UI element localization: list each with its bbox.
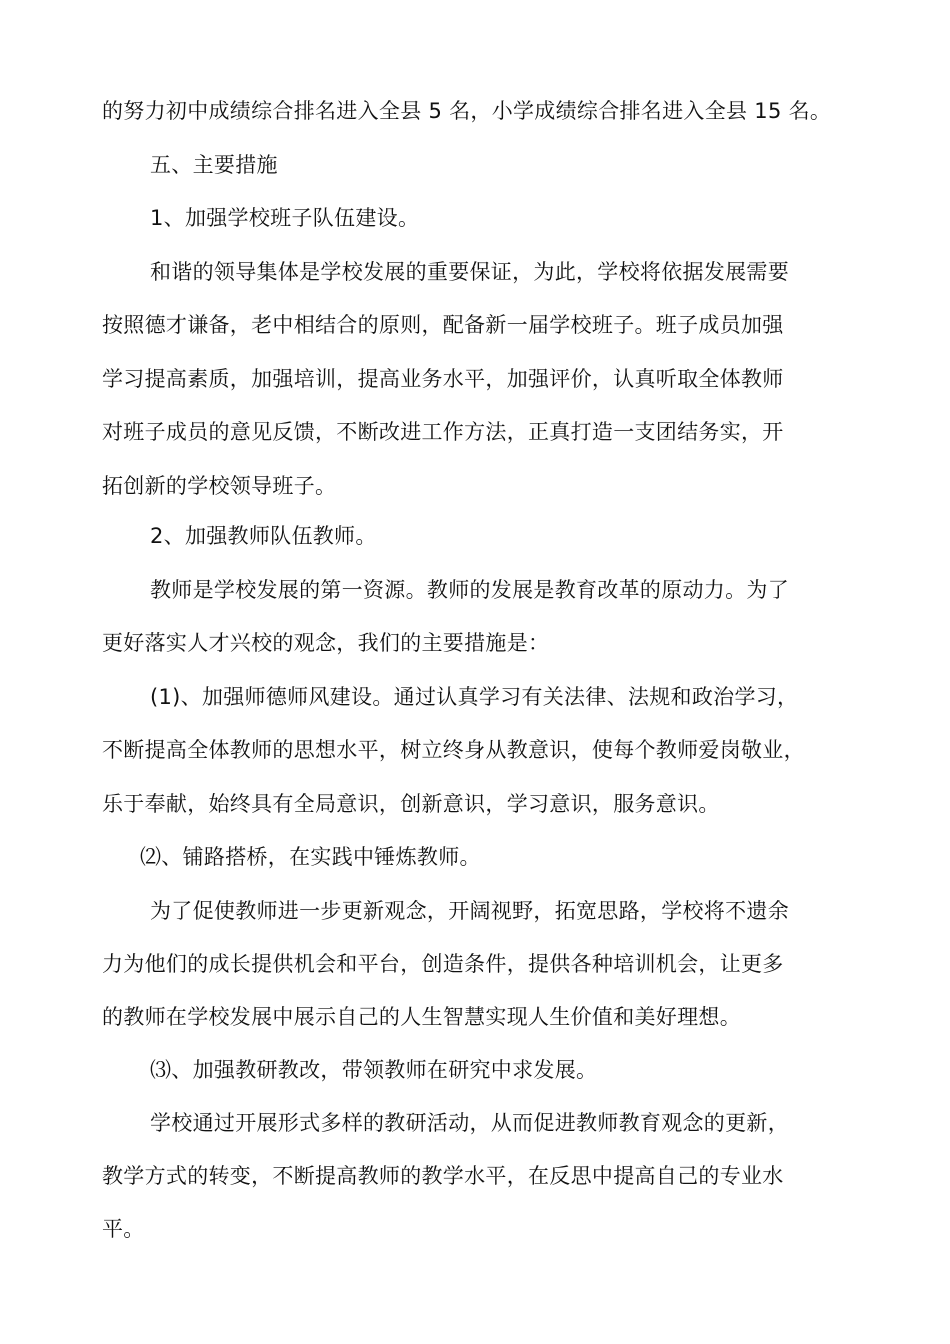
paragraph-line: 教师是学校发展的第一资源。教师的发展是教育改革的原动力。为了 [150, 578, 789, 602]
list-item-line: ⑵、铺路搭桥，在实践中锤炼教师。 [140, 845, 481, 869]
list-item-line: ⑶、加强教研教改，带领教师在研究中求发展。 [150, 1058, 598, 1082]
paragraph-line: 教学方式的转变，不断提高教师的教学水平，在反思中提高自己的专业水 [102, 1164, 784, 1188]
paragraph-line: 对班子成员的意见反馈，不断改进工作方法，正真打造一支团结务实，开 [102, 420, 784, 444]
paragraph-line: 平。 [102, 1217, 145, 1241]
paragraph-line: 的教师在学校发展中展示自己的人生智慧实现人生价值和美好理想。 [102, 1005, 741, 1029]
subsection-heading: 1、加强学校班子队伍建设。 [150, 206, 420, 230]
paragraph-line: 学习提高素质，加强培训，提高业务水平，加强评价，认真听取全体教师 [102, 367, 784, 391]
paragraph-line: 学校通过开展形式多样的教研活动，从而促进教师教育观念的更新， [150, 1111, 789, 1135]
paragraph-line: 为了促使教师进一步更新观念，开阔视野，拓宽思路，学校将不遗余 [150, 899, 789, 923]
paragraph-line: 按照德才谦备，老中相结合的原则，配备新一届学校班子。班子成员加强 [102, 313, 784, 337]
paragraph-line: 的努力初中成绩综合排名进入全县 5 名，小学成绩综合排名进入全县 15 名。 [102, 99, 832, 123]
paragraph-line: 不断提高全体教师的思想水平，树立终身从教意识，使每个教师爱岗敬业， [102, 738, 805, 762]
paragraph-line: 乐于奉献，始终具有全局意识，创新意识，学习意识，服务意识。 [102, 792, 720, 816]
section-heading: 五、主要措施 [150, 153, 278, 177]
subsection-heading: 2、加强教师队伍教师。 [150, 524, 377, 548]
paragraph-line: 更好落实人才兴校的观念，我们的主要措施是： [102, 631, 550, 655]
paragraph-line: 力为他们的成长提供机会和平台，创造条件，提供各种培训机会，让更多 [102, 952, 784, 976]
list-item-line: (1)、加强师德师风建设。通过认真学习有关法律、法规和政治学习， [150, 685, 799, 709]
paragraph-line: 和谐的领导集体是学校发展的重要保证，为此，学校将依据发展需要 [150, 260, 789, 284]
paragraph-line: 拓创新的学校领导班子。 [102, 474, 337, 498]
